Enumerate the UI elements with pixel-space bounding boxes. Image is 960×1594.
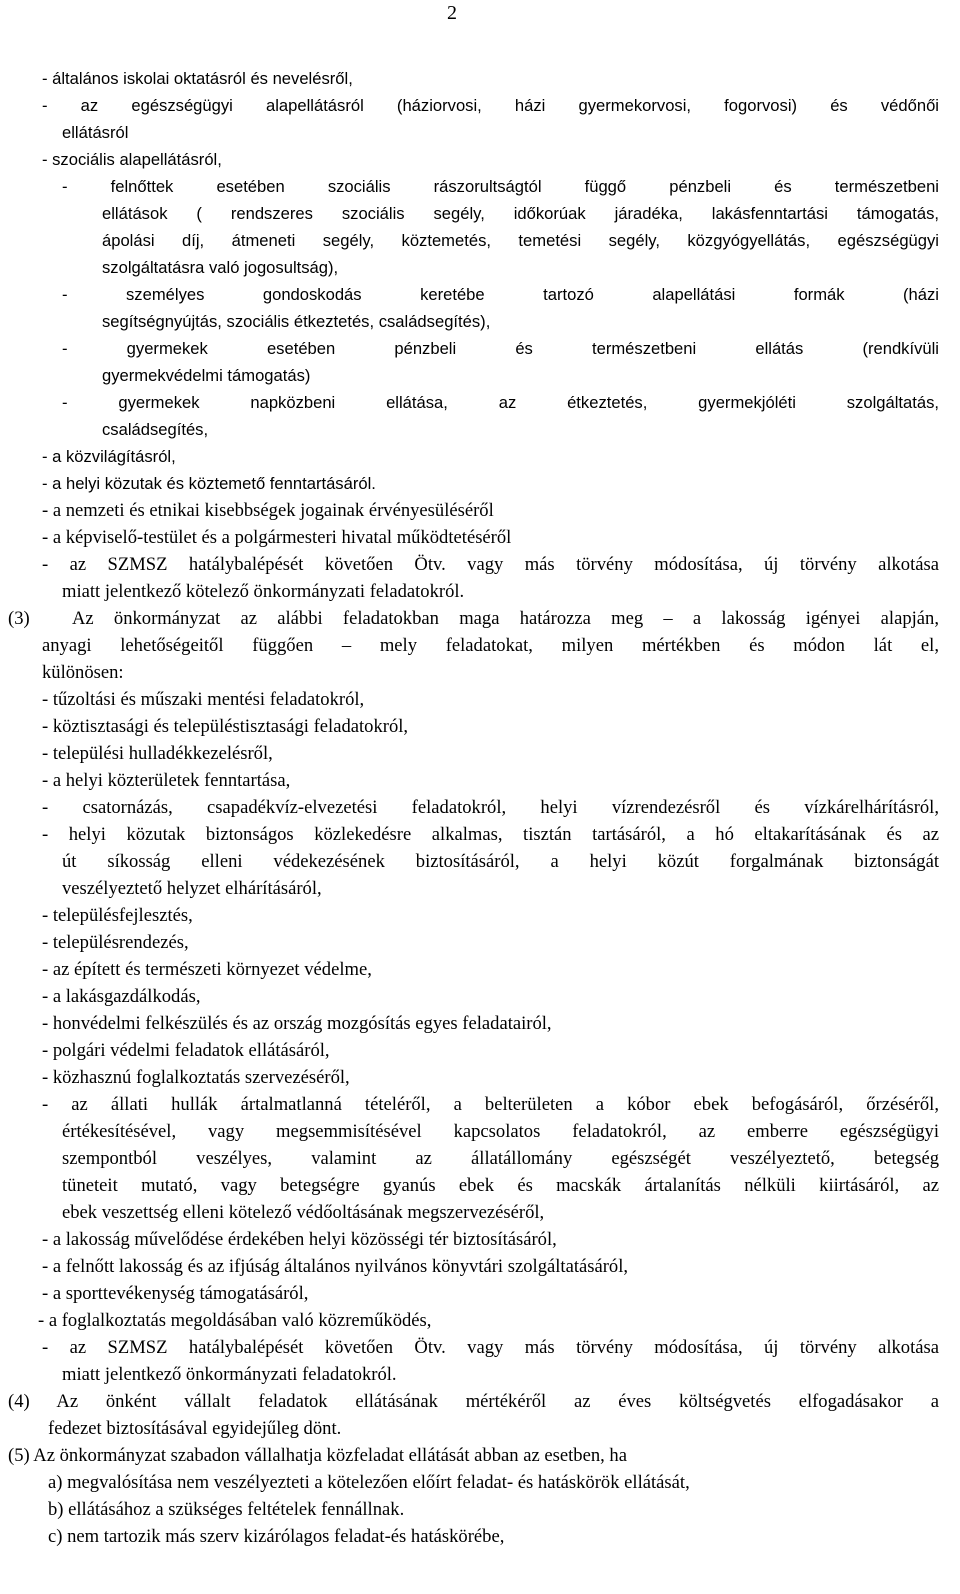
text-line: családsegítés, (102, 420, 209, 439)
text-line: a) megvalósítása nem veszélyezteti a kötelezően előírt feladat- és hatáskörök ellátását, (48, 1472, 690, 1493)
text-line: - a lakásgazdálkodás, (42, 986, 201, 1007)
text-line: - az állati hullák ártalmatlanná tételéről, a belterületen a kóbor ebek befogásáról, őrzéséről, (42, 1094, 939, 1115)
text-line: - az épített és természeti környezet védelme, (42, 959, 372, 980)
text-line: - településfejlesztés, (42, 905, 193, 926)
text-line: - felnőttek esetében szociális rászorultságtól függő pénzbeli és természetbeni (62, 177, 939, 196)
text-line: - polgári védelmi feladatok ellátásáról, (42, 1040, 330, 1061)
text-line: gyermekvédelmi támogatás) (102, 366, 311, 385)
text-line: ellátásról (62, 123, 129, 142)
text-line: - településrendezés, (42, 932, 189, 953)
text-line: - köztisztasági és településtisztasági feladatokról, (42, 716, 409, 737)
text-line: értékesítésével, vagy megsemmisítésével kapcsolatos feladatokról, az emberre egészségügyi (62, 1121, 939, 1142)
text-line: Az önkormányzat az alábbi feladatokban maga határozza meg – a lakosság igényei alapján, (72, 608, 939, 629)
text-line: - szociális alapellátásról, (42, 150, 222, 169)
text-line: miatt jelentkező kötelező önkormányzati feladatokról. (62, 581, 465, 602)
text-line: - személyes gondoskodás keretébe tartozó alapellátási formák (házi (62, 285, 939, 304)
text-line: c) nem tartozik más szerv kizárólagos feladat-és hatáskörébe, (48, 1526, 505, 1547)
text-line: különösen: (42, 662, 124, 683)
text-line: - közhasznú foglalkoztatás szervezéséről, (42, 1067, 350, 1088)
text-line: ápolási díj, átmeneti segély, köztemetés, temetési segély, közgyógyellátás, egészségügyi (102, 231, 939, 250)
text-line: fedezet biztosításával egyidejűleg dönt. (48, 1418, 342, 1439)
text-line: b) ellátásához a szükséges feltételek fennállnak. (48, 1499, 405, 1520)
text-line: út síkosság elleni védekezésének biztosításáról, a helyi közút forgalmának biztonságát (62, 851, 939, 872)
text-line: veszélyeztető helyzet elhárításáról, (62, 878, 322, 899)
text-line: - a közvilágításról, (42, 447, 176, 466)
text-line: - gyermekek esetében pénzbeli és természetbeni ellátás (rendkívüli (62, 339, 939, 358)
text-line: miatt jelentkező önkormányzati feladatokról. (62, 1364, 397, 1385)
text-line: - az SZMSZ hatálybalépését követően Ötv. vagy más törvény módosítása, új törvény alkotása (42, 1337, 939, 1358)
text-line: - a foglalkoztatás megoldásában való közreműködés, (38, 1310, 432, 1331)
text-line: segítségnyújtás, szociális étkeztetés, családsegítés), (102, 312, 491, 331)
text-line: (4) Az önként vállalt feladatok ellátásának mértékéről az éves költségvetés elfogadásakor a (8, 1391, 939, 1412)
text-line: tüneteit mutató, vagy betegségre gyanús ebek és macskák ártalanítás nélküli kiirtásáról, az (62, 1175, 939, 1196)
text-line: - a helyi közutak és köztemető fenntartásáról. (42, 474, 376, 493)
text-line: - a helyi közterületek fenntartása, (42, 770, 291, 791)
text-line: szolgáltatásra való jogosultság), (102, 258, 339, 277)
text-line: - a képviselő-testület és a polgármesteri hivatal működtetéséről (42, 527, 512, 548)
section-number: (3) (8, 608, 30, 629)
text-line: ebek veszettség elleni kötelező védőoltásának megszervezéséről, (62, 1202, 545, 1223)
text-line: - települési hulladékkezelésről, (42, 743, 273, 764)
text-line: - a nemzeti és etnikai kisebbségek jogainak érvényesüléséről (42, 500, 494, 521)
text-line: - gyermekek napközbeni ellátása, az étkeztetés, gyermekjóléti szolgáltatás, (62, 393, 939, 412)
text-line: ellátások ( rendszeres szociális segély, időkorúak járadéka, lakásfenntartási támogatás, (102, 204, 939, 223)
text-line: - tűzoltási és műszaki mentési feladatokról, (42, 689, 365, 710)
text-line: - az SZMSZ hatálybalépését követően Ötv. vagy más törvény módosítása, új törvény alkotása (42, 554, 939, 575)
text-line: szempontból veszélyes, valamint az állatállomány egészségét veszélyeztető, betegség (62, 1148, 939, 1169)
text-line: - csatornázás, csapadékvíz-elvezetési feladatokról, helyi vízrendezésről és vízkárelhárításról, (42, 797, 939, 818)
text-line: - a felnőtt lakosság és az ifjúság általános nyilvános könyvtári szolgáltatásáról, (42, 1256, 629, 1277)
text-line: anyagi lehetőségeitől függően – mely feladatokat, milyen mértékben és módon lát el, (42, 635, 939, 656)
text-line: - honvédelmi felkészülés és az ország mozgósítás egyes feladatairól, (42, 1013, 552, 1034)
text-line: - a sporttevékenység támogatásáról, (42, 1283, 309, 1304)
text-line: - helyi közutak biztonságos közlekedésre alkalmas, tisztán tartásáról, a hó eltakarításának és az (42, 824, 939, 845)
text-line: - általános iskolai oktatásról és nevelésről, (42, 69, 353, 88)
text-line: (5) Az önkormányzat szabadon vállalhatja közfeladat ellátását abban az esetben, ha (8, 1445, 627, 1466)
text-line: - az egészségügyi alapellátásról (háziorvosi, házi gyermekorvosi, fogorvosi) és védőnői (42, 96, 939, 115)
text-line: - a lakosság művelődése érdekében helyi közösségi tér biztosításáról, (42, 1229, 557, 1250)
page-number: 2 (447, 2, 457, 24)
